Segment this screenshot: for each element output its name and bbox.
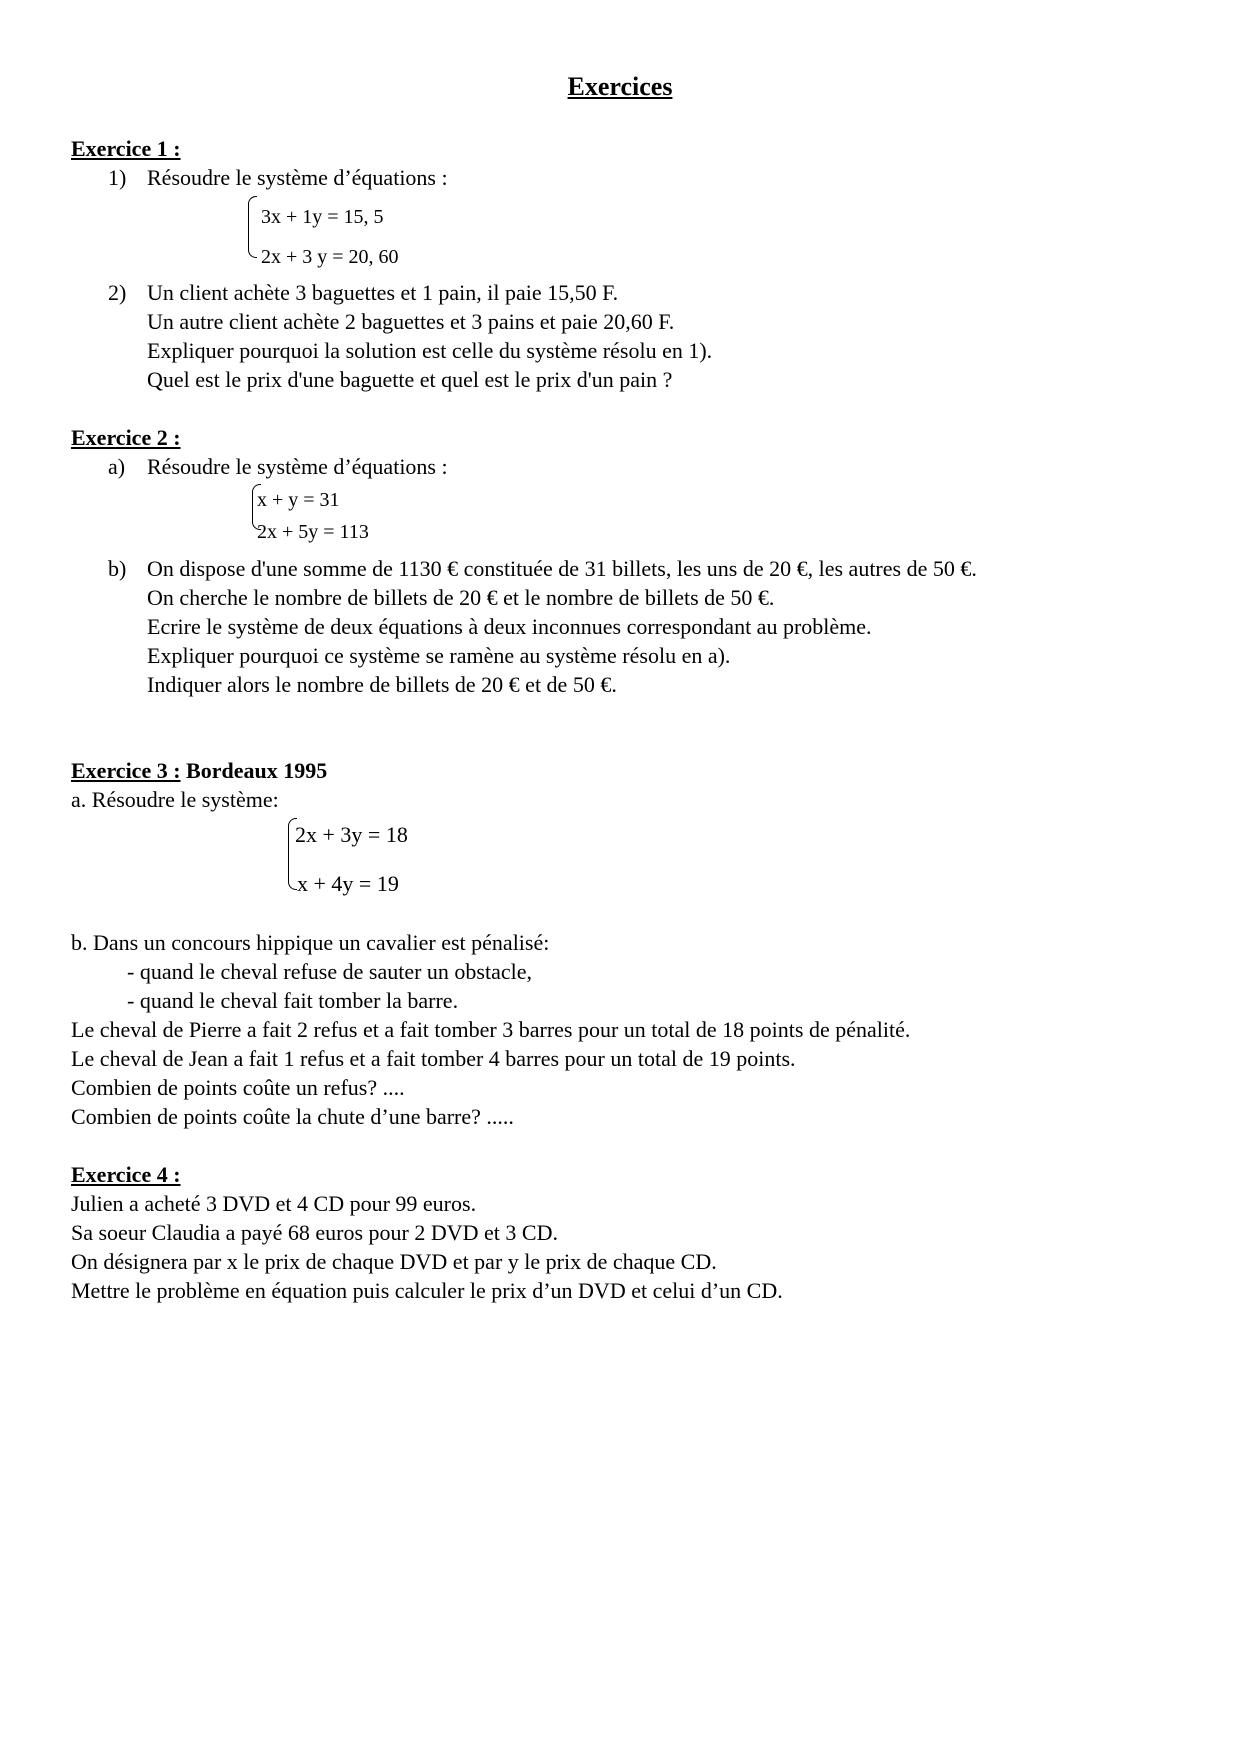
ex3-equation-2: x + 4y = 19 (297, 871, 399, 896)
exercice-4-heading (71, 1160, 181, 1189)
page-title: Exercices (567, 72, 673, 101)
ex1-q1-text: Résoudre le système d’équations : (147, 165, 448, 190)
exercice-4-heading-text: Exercice 4 : (71, 1162, 181, 1187)
ex1-q1-number: 1) (108, 165, 127, 190)
ex2-b-line-3: Ecrire le système de deux équations à deux inconnues correspondant au problème. (147, 614, 872, 639)
ex1-q2-number: 2) (108, 280, 127, 305)
ex4-line-3: On désignera par x le prix de chaque DVD et par y le prix de chaque CD. (71, 1249, 717, 1274)
ex2-b-line-5: Indiquer alors le nombre de billets de 20 € et de 50 €. (147, 672, 617, 697)
exercice-3-heading (71, 756, 327, 785)
ex3-equation-1: 2x + 3y = 18 (295, 822, 408, 847)
ex1-q2-line-2: Un autre client achète 2 baguettes et 3 pains et paie 20,60 F. (147, 309, 675, 334)
ex2-a-text: Résoudre le système d’équations : (147, 454, 448, 479)
ex1-system-brace (248, 204, 249, 250)
ex3-bullet-2: - quand le cheval fait tomber la barre. (127, 988, 459, 1013)
exercice-1-heading-text: Exercice 1 : (71, 136, 181, 161)
exercice-3-heading-text: Exercice 3 : (71, 758, 181, 783)
ex3-line-3: Combien de points coûte un refus? .... (71, 1075, 405, 1100)
ex4-line-1: Julien a acheté 3 DVD et 4 CD pour 99 euros. (71, 1191, 477, 1216)
ex3-system-brace (288, 826, 289, 882)
ex2-a-number: a) (108, 454, 126, 479)
ex1-q2-line-1: Un client achète 3 baguettes et 1 pain, il paie 15,50 F. (147, 280, 619, 305)
ex2-equation-2: 2x + 5y = 113 (257, 521, 369, 543)
ex2-b-line-2: On cherche le nombre de billets de 20 € et le nombre de billets de 50 €. (147, 585, 775, 610)
ex2-b-line-4: Expliquer pourquoi ce système se ramène au système résolu en a). (147, 643, 731, 668)
ex1-q2-line-4: Quel est le prix d'une baguette et quel est le prix d'un pain ? (147, 367, 673, 392)
ex1-q2-line-3: Expliquer pourquoi la solution est celle du système résolu en 1). (147, 338, 713, 363)
ex3-a-text: a. Résoudre le système: (71, 787, 279, 812)
ex3-b-text: b. Dans un concours hippique un cavalier est pénalisé: (71, 930, 550, 955)
ex1-equation-1: 3x + 1y = 15, 5 (261, 206, 384, 228)
ex3-line-4: Combien de points coûte la chute d’une barre? ..... (71, 1104, 514, 1129)
exercice-1-heading (71, 134, 181, 163)
ex1-equation-2: 2x + 3 y = 20, 60 (261, 246, 399, 268)
ex3-line-2: Le cheval de Jean a fait 1 refus et a fait tomber 4 barres pour un total de 19 points. (71, 1046, 796, 1071)
ex2-b-number: b) (108, 556, 127, 581)
ex2-system-brace (252, 492, 253, 522)
exercice-3-heading-suffix: Bordeaux 1995 (180, 758, 328, 783)
ex3-line-1: Le cheval de Pierre a fait 2 refus et a fait tomber 3 barres pour un total de 18 points de pénalité. (71, 1017, 911, 1042)
ex3-bullet-1: - quand le cheval refuse de sauter un obstacle, (127, 959, 532, 984)
ex4-line-4: Mettre le problème en équation puis calculer le prix d’un DVD et celui d’un CD. (71, 1278, 783, 1303)
ex4-line-2: Sa soeur Claudia a payé 68 euros pour 2 DVD et 3 CD. (71, 1220, 558, 1245)
exercice-2-heading (71, 423, 181, 452)
exercice-2-heading-text: Exercice 2 : (71, 425, 181, 450)
ex2-equation-1: x + y = 31 (257, 489, 340, 511)
ex2-b-line-1: On dispose d'une somme de 1130 € constituée de 31 billets, les uns de 20 €, les autres de 50 €. (147, 556, 977, 581)
